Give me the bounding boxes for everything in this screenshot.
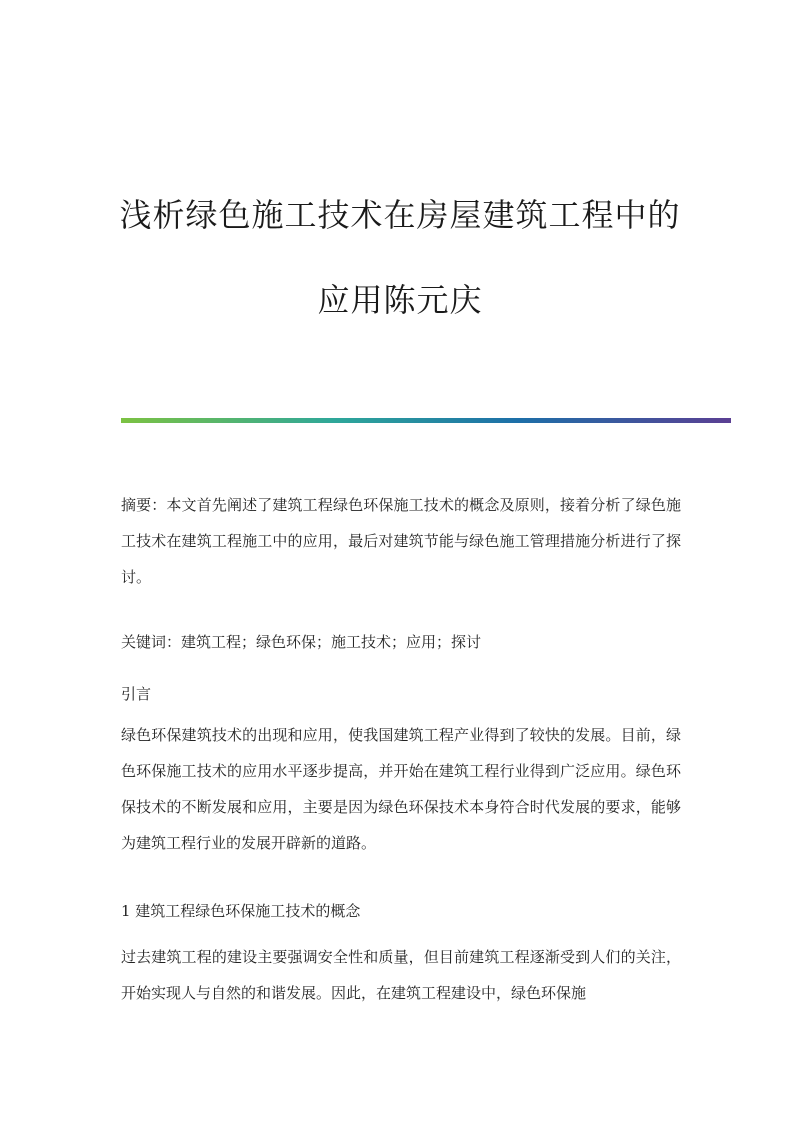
section-1-paragraph: 过去建筑工程的建设主要强调安全性和质量，但目前建筑工程逐渐受到人们的关注，开始实现人与自然的和谐发展。因此，在建筑工程建设中，绿色环保施 — [121, 948, 681, 1002]
abstract-block — [121, 487, 681, 595]
intro-heading-block — [121, 676, 681, 712]
intro-paragraph: 绿色环保建筑技术的出现和应用，使我国建筑工程产业得到了较快的发展。目前，绿色环保施工技术的应用水平逐步提高，并开始在建筑工程行业得到广泛应用。绿色环保技术的不断发展和应用，主要是因为绿色环保技术本身符合时代发展的要求，能够为建筑工程行业的发展开辟新的道路。 — [121, 726, 681, 852]
intro-heading: 引言 — [121, 685, 152, 703]
abstract-text: 摘要：本文首先阐述了建筑工程绿色环保施工技术的概念及原则，接着分析了绿色施工技术在建筑工程施工中的应用，最后对建筑节能与绿色施工管理措施分析进行了探讨。 — [121, 496, 681, 586]
document-title-line-2: 应用陈元庆 — [317, 281, 483, 319]
section-1-paragraph-block — [121, 939, 681, 1011]
intro-paragraph-block — [121, 717, 681, 861]
keywords-text: 关键词：建筑工程；绿色环保；施工技术；应用；探讨 — [121, 633, 482, 651]
section-1-heading-block — [121, 893, 681, 929]
gradient-divider — [121, 418, 731, 423]
section-1-heading: 1 建筑工程绿色环保施工技术的概念 — [121, 902, 361, 920]
keywords-block — [121, 624, 681, 660]
document-title-line-1: 浅析绿色施工技术在房屋建筑工程中的 — [119, 196, 681, 234]
